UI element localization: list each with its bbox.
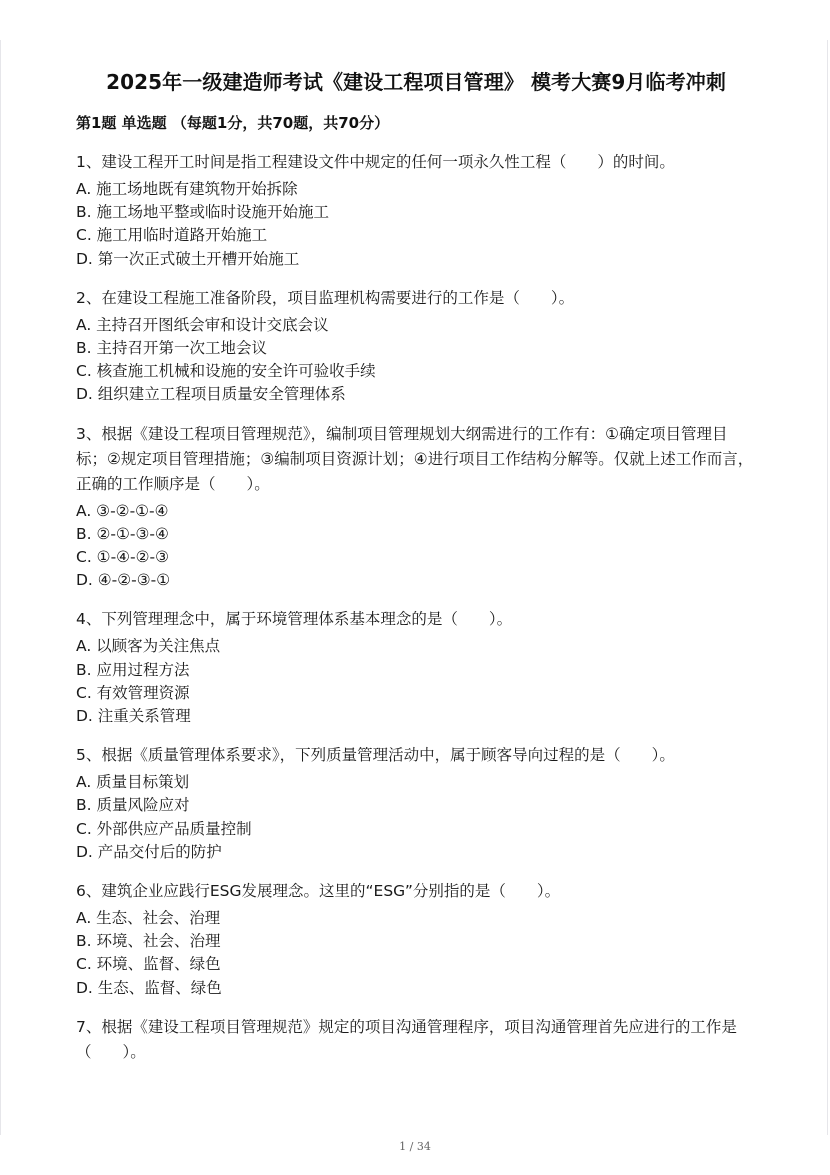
page-indicator: 1 / 34: [399, 1140, 431, 1153]
option-a: A. 主持召开图纸会审和设计交底会议: [76, 315, 329, 334]
option-b: B. 主持召开第一次工地会议: [76, 339, 267, 358]
question-6: [76, 879, 756, 1000]
question-5: [76, 743, 756, 864]
question-stem: 6、建筑企业应践行ESG发展理念。这里的“ESG”分别指的是（ ）。: [76, 882, 561, 901]
option-d: D. ④-②-③-①: [76, 571, 171, 590]
question-1: [76, 150, 756, 271]
option-d: D. 生态、监督、绿色: [76, 978, 222, 997]
option-a: A. ③-②-①-④: [76, 501, 169, 520]
question-4: [76, 607, 756, 728]
option-a: A. 质量目标策划: [76, 773, 190, 792]
document-page: [0, 40, 828, 1135]
option-c: C. 有效管理资源: [76, 683, 190, 702]
question-stem: 2、在建设工程施工准备阶段，项目监理机构需要进行的工作是（ ）。: [76, 288, 575, 307]
question-stem: 1、建设工程开工时间是指工程建设文件中规定的任何一项永久性工程（ ）的时间。: [76, 153, 675, 171]
question-stem: 5、根据《质量管理体系要求》，下列质量管理活动中，属于顾客导向过程的是（ ）。: [76, 746, 675, 765]
question-3: [76, 422, 756, 593]
option-b: B. 施工场地平整或临时设施开始施工: [76, 203, 329, 222]
option-a: A. 施工场地既有建筑物开始拆除: [76, 180, 298, 198]
option-c: C. 施工用临时道路开始施工: [76, 226, 268, 245]
document-title: 2025年一级建造师考试《建设工程项目管理》 模考大赛9月临考冲刺: [106, 70, 726, 94]
question-stem: 7、根据《建设工程项目管理规范》规定的项目沟通管理程序，项目沟通管理首先应进行的工作是（ ）。: [76, 1017, 737, 1061]
option-b: B. ②-①-③-④: [76, 524, 169, 543]
section-heading: 第1题 单选题 （每题1分，共70题，共70分）: [76, 114, 390, 132]
option-b: B. 应用过程方法: [76, 660, 190, 679]
option-c: C. 核查施工机械和设施的安全许可验收手续: [76, 362, 376, 381]
option-d: D. 组织建立工程项目质量安全管理体系: [76, 385, 346, 404]
option-a: A. 生态、社会、治理: [76, 909, 221, 928]
option-c: C. 外部供应产品质量控制: [76, 819, 252, 838]
option-d: D. 注重关系管理: [76, 707, 191, 726]
question-stem: 3、根据《建设工程项目管理规范》，编制项目管理规划大纲需进行的工作有：①确定项目管理目标；②规定项目管理措施；③编制项目资源计划；④进行项目工作结构分解等。仅就上述工作而言，正确的工作顺序是（ ）。: [76, 424, 754, 493]
option-b: B. 环境、社会、治理: [76, 932, 221, 951]
option-c: C. ①-④-②-③: [76, 548, 170, 567]
option-d: D. 产品交付后的防护: [76, 842, 222, 861]
option-c: C. 环境、监督、绿色: [76, 955, 221, 974]
option-a: A. 以顾客为关注焦点: [76, 637, 221, 656]
question-2: [76, 286, 756, 407]
question-stem: 4、下列管理理念中，属于环境管理体系基本理念的是（ ）。: [76, 610, 513, 629]
page-content: [76, 68, 756, 1068]
option-b: B. 质量风险应对: [76, 796, 190, 815]
option-d: D. 第一次正式破土开槽开始施工: [76, 249, 300, 268]
question-7: [76, 1015, 756, 1065]
